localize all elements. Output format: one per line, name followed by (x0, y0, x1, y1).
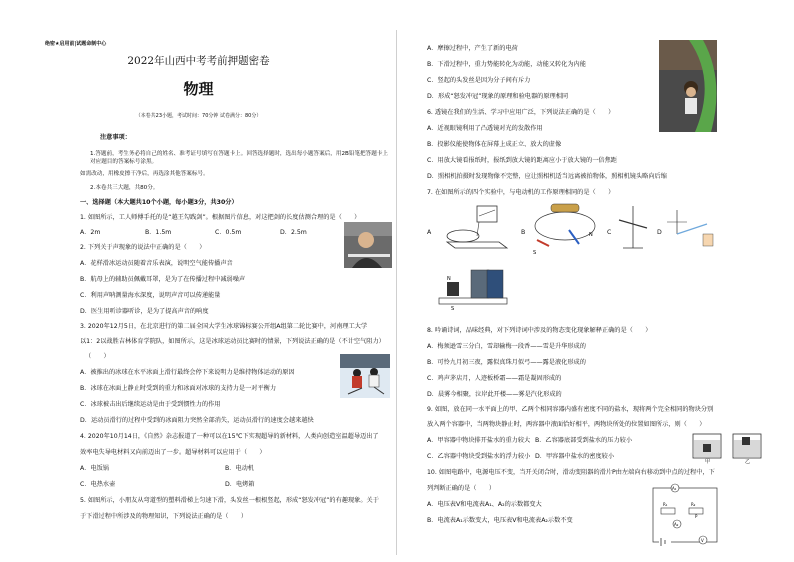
q5-option-d: D．形成“怒发冲冠”现象的原理和验电器的原理相同 (427, 93, 569, 100)
q8-stem: 8. 吟诵诗词，品味经典，对下列诗词中涉及的物态变化现象解释正确的是（ ） (427, 327, 652, 334)
q2-stem: 2. 下列关于声现象的说法中正确的是（ ） (80, 244, 206, 251)
note-1: 1.答题前，考生务必将自己的姓名、准考证号填写在答题卡上。回答选择题时，选出每小题答案后，用2B铅笔把答题卡上对应题目的答案标号涂黑。 (90, 151, 389, 165)
q7-figure-a (437, 202, 517, 254)
circuit-label-v: V (701, 538, 704, 543)
q2-option-a: A．花样滑冰运动员随着音乐表演，说明空气能传播声音 (80, 260, 233, 267)
q10-stem-2: 列判断正确的是（ ） (427, 485, 496, 492)
q7-figure-d (663, 204, 719, 252)
q8-option-a: A．梅须逊雪三分白，雪却输梅一段香——雪是升华形成的 (427, 343, 586, 350)
q1-option-a: A．2m (80, 229, 101, 236)
q4-option-c: C．电热水壶 (80, 481, 116, 488)
q7-figure-extra (437, 262, 509, 322)
q4-stem-1: 4. 2020年10月14日，《自然》杂志报道了一种可以在15℃下实现超导的新材料，人类向创造室温超导迈出了 (80, 433, 379, 440)
svg-text:N: N (447, 276, 451, 282)
circuit-label-p: P (695, 514, 698, 519)
q5-stem-2: 于下滑过程中所涉及的物理知识，下列说法正确的是（ ） (80, 513, 248, 520)
q9-stem-1: 9. 如图，放在同一水平面上的甲、乙两个相同容器内盛有密度不同的盐水，现将两个完全相同的物块分别 (427, 406, 714, 413)
subject-title: 物理 (183, 80, 214, 98)
circuit-label-r1: R₁ (663, 502, 668, 507)
q8-option-b: B．可怜九月初三夜，露似真珠月似弓——露是液化形成的 (427, 359, 586, 366)
q2-option-c: C．利用声呐测量海水深度，说明声音可以传递能量 (80, 292, 221, 299)
q9-containers-figure (689, 430, 771, 466)
q6-option-d: D．照相机拍摄时发现物像不完整，应让照相机适当远离被拍物体，照相机镜头略向后缩 (427, 173, 667, 180)
section1-heading: 一、选择题（本大题共10个小题，每小题3分，共30分） (80, 199, 238, 206)
q7-label-c: C (607, 229, 612, 236)
q1-option-d: D．2.5m (280, 229, 307, 236)
q1-stem: 1. 如图所示，工人师傅手托的是“越王勾践剑”。根据图片信息，对这把剑的长度估测合理的是（ ） (80, 214, 361, 221)
q10-stem-1: 10. 如图电路中，电源电压不变，当开关闭合时，滑动变阻器的滑片P由左端向右移动到中点的过程中，下 (427, 469, 715, 476)
q7-label-a: A (427, 229, 432, 236)
q7-label-d: D (657, 229, 662, 236)
q10-option-a: A．电压表V和电流表A₁、A₂的示数都变大 (427, 501, 542, 508)
q9-label-jia: 甲 (705, 459, 711, 465)
exam-title: 2022年山西中考考前押题密卷 (127, 55, 270, 67)
svg-text:N: N (589, 232, 593, 238)
hockey-photo (340, 354, 390, 398)
q3-option-a: A．被推出的冰球在水平冰面上滑行最终会停下来说明力是维持物体运动的原因 (80, 369, 295, 376)
q6-stem: 6. 透镜在我们的生活、学习中应用广泛，下列说法正确的是（ ） (427, 109, 615, 116)
note-1b: 如需改动，用橡皮擦干净后，再选涂其他答案标号。 (80, 171, 209, 177)
q3-stem-1: 3. 2020年12月5日，在北京进行的第二届全国大学生冰球锦标赛公开组A组第二轮比赛中，河南理工大学 (80, 323, 368, 330)
sword-photo (344, 222, 392, 268)
q7-stem: 7. 在如图所示的四个实验中，与电动机的工作原理相同的是（ ） (427, 189, 615, 196)
svg-text:S: S (451, 306, 455, 312)
circuit-label-a1: A₁ (672, 486, 677, 491)
q5-option-b: B．下滑过程中，重力势能转化为动能，动能又转化为内能 (427, 61, 586, 68)
q10-option-b: B．电流表A₁示数变大，电压表V和电流表A₂示数不变 (427, 517, 573, 524)
q8-option-c: C．鸡声茅店月，人迹板桥霜——霜是凝固形成的 (427, 375, 562, 382)
q10-circuit-figure (649, 478, 723, 550)
notes-heading: 注意事项： (100, 134, 131, 141)
secret-tag: 绝密★启用前|试题命制中心 (45, 41, 107, 47)
q5-option-a: A．摩擦过程中，产生了新的电荷 (427, 45, 518, 52)
q2-option-b: B．航母上的辅助员佩戴耳罩，是为了在传播过程中减弱噪声 (80, 276, 246, 283)
q4-stem-2: 效率电失导电材料又向前迈出了一步。超导材料可以应用于（ ） (80, 449, 266, 456)
q5-stem-1: 5. 如图所示，小朋友从弯道型的塑料滑梯上匀速下滑，头发丝一根根竖起，形成“怒发冲冠”的有趣现象。关于 (80, 497, 379, 504)
q6-option-c: C．用放大镜看报纸时，报纸到放大镜的距离应小于放大镜的一倍焦距 (427, 157, 617, 164)
q3-option-c: C．冰球被击出后继续运动是由于受到惯性力的作用 (80, 401, 221, 408)
svg-text:S: S (533, 250, 537, 256)
q4-option-b: B．电动机 (225, 465, 254, 472)
q6-option-a: A．近视眼镜利用了凸透镜对光的发散作用 (427, 125, 543, 132)
q9-option-a: A．甲容器中物块排开盐水的重力较大 (427, 437, 531, 444)
q3-option-b: B．冰球在冰面上静止时受到的重力和冰面对冰球的支持力是一对平衡力 (80, 385, 277, 392)
q3-option-d: D．运动员滑行的过程中受到的冰面阻力突然全部消失，运动员滑行的速度会越来越快 (80, 417, 314, 424)
q9-stem-2: 放入两个容器中，当两物块静止时，两容器中液面恰好相平，两物块所处的位置如图所示，则（ ） (427, 421, 706, 428)
q3-stem-2: 以1：2以战胜吉林体育学院队，如图所示，这是冰球运动员比赛时的情景，下列说法正确的是（不计空气阻力） (80, 338, 385, 345)
q7-figure-c (613, 204, 653, 256)
q1-option-c: C．0.5m (215, 229, 242, 236)
q8-option-d: D．晨雾今相聚，泣岸此开楼——雾是汽化形成的 (427, 391, 562, 398)
circuit-label-a2: A₂ (674, 522, 679, 527)
q4-option-d: D．电烤箱 (225, 481, 255, 488)
note-2: 2.本卷共三大题，共80分。 (90, 185, 159, 191)
q1-option-b: B．1.5m (145, 229, 172, 236)
exam-info: （本卷共23小题，考试时间：70分钟 试卷满分：80分） (135, 113, 262, 119)
q9-label-yi: 乙 (745, 459, 751, 465)
q7-figure-b (527, 200, 603, 256)
circuit-label-r2: R₂ (691, 502, 696, 507)
q3-stem-3: （ ） (85, 353, 110, 360)
q5-option-c: C．竖起的头发丝是因为分子间有斥力 (427, 77, 531, 84)
q7-label-b: B (521, 229, 526, 236)
q9-option-d: D．甲容器中盐水的密度较小 (535, 453, 615, 460)
q6-option-b: B．投影仪能使物体在屏幕上成正立、放大的虚像 (427, 141, 562, 148)
q2-option-d: D．医生用听诊器听诊，是为了提高声音的响度 (80, 308, 209, 315)
right-page (397, 0, 794, 562)
slide-photo (659, 40, 717, 132)
q4-option-a: A．电饭锅 (80, 465, 109, 472)
q9-option-c: C．乙容器中物块受到盐水的浮力较小 (427, 453, 531, 460)
q9-option-b: B．乙容器底部受到盐水的压力较小 (535, 437, 633, 444)
